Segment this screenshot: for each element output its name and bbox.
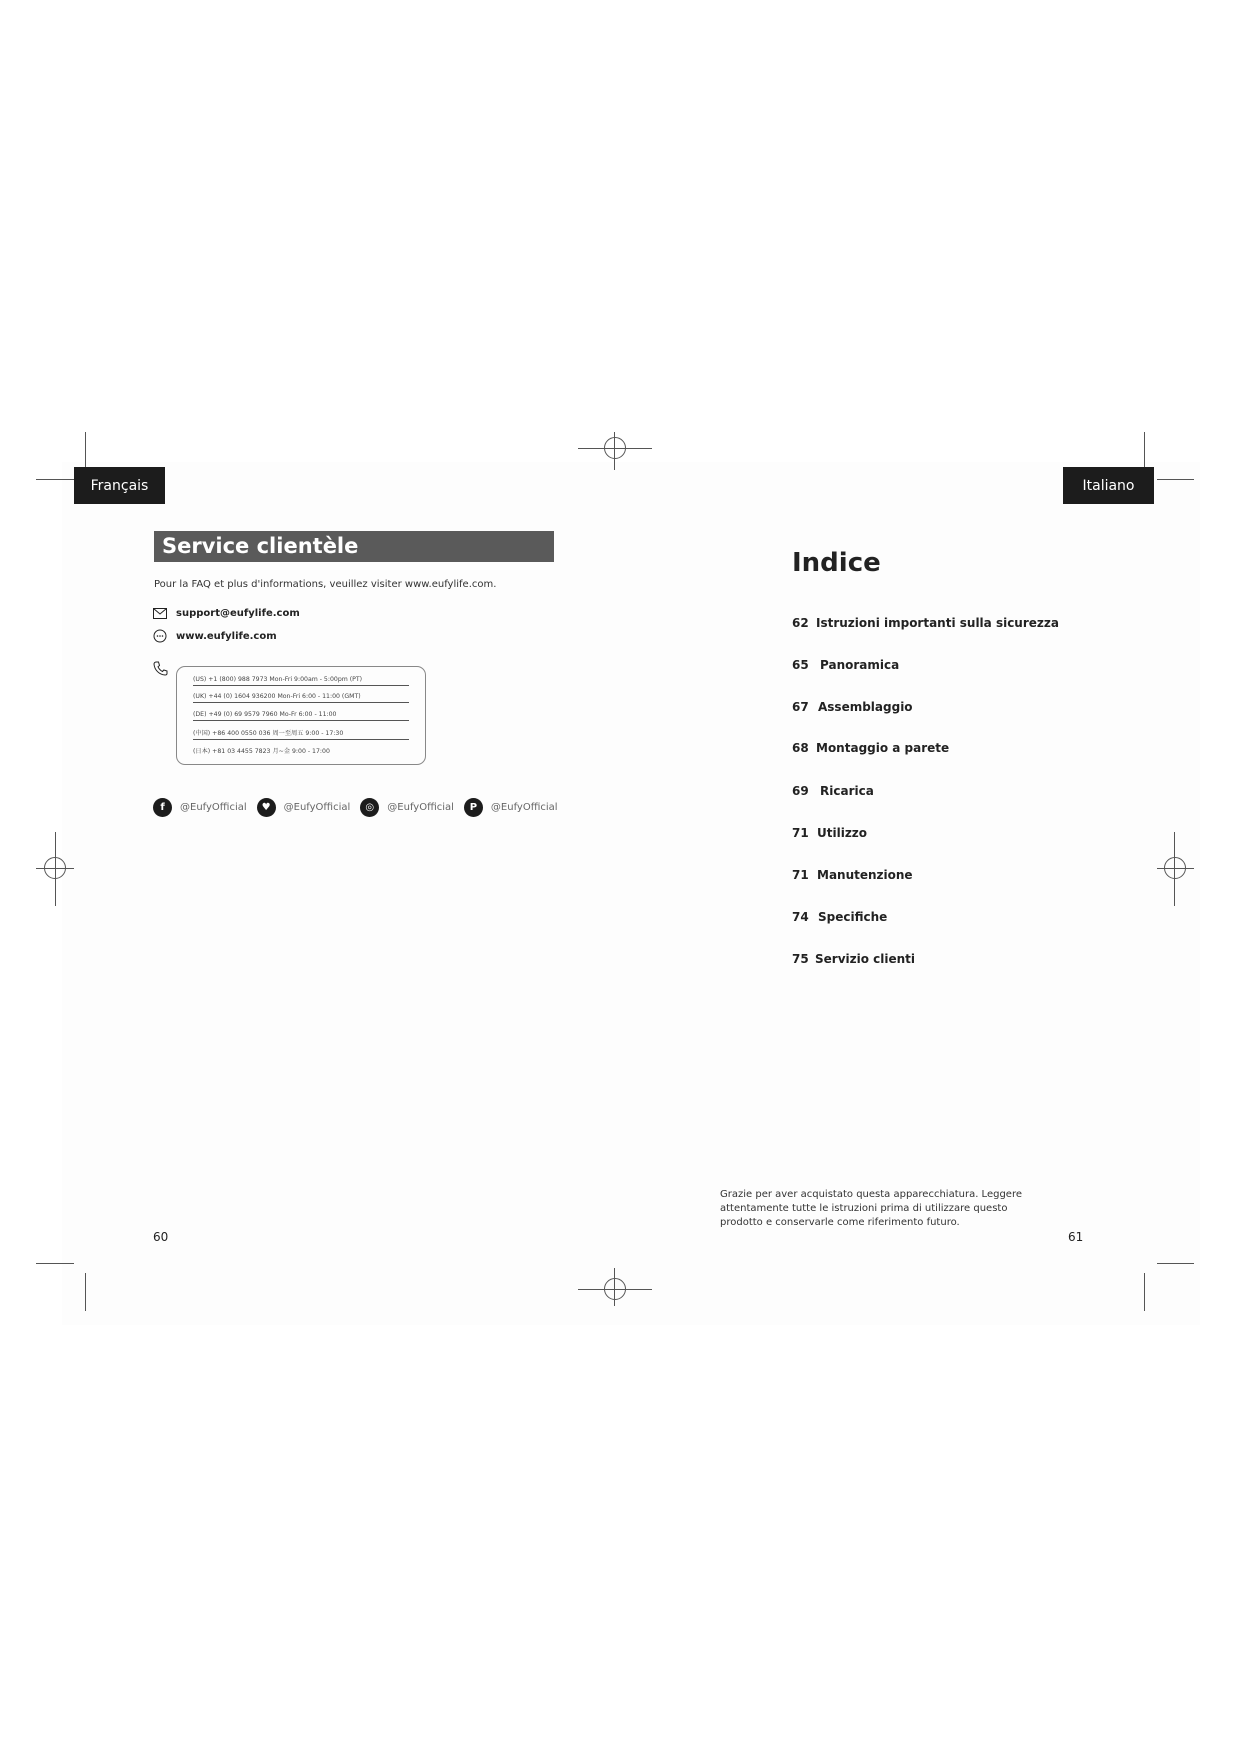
toc-page: 62 bbox=[792, 616, 809, 630]
crop-mark bbox=[36, 479, 74, 480]
toc-page: 71 bbox=[792, 868, 809, 882]
toc-label: Montaggio a parete bbox=[816, 741, 950, 755]
toc-item[interactable] bbox=[792, 741, 949, 755]
registration-circle bbox=[1164, 857, 1186, 879]
website-row bbox=[153, 629, 277, 643]
instagram-handle[interactable]: @EufyOfficial bbox=[387, 802, 454, 813]
toc-label: Utilizzo bbox=[817, 826, 868, 840]
crop-mark bbox=[85, 1273, 86, 1311]
toc-item[interactable] bbox=[792, 700, 913, 714]
toc-item[interactable] bbox=[792, 910, 887, 924]
crop-mark bbox=[1144, 1273, 1145, 1311]
language-tab-french: Français bbox=[74, 467, 165, 504]
pinterest-icon: P bbox=[464, 798, 483, 817]
toc-item[interactable] bbox=[792, 616, 1059, 630]
toc-label: Manutenzione bbox=[817, 868, 913, 882]
crop-mark bbox=[85, 432, 86, 470]
section-heading: Service clientèle bbox=[154, 531, 554, 562]
phone-line-cn: (中国) +86 400 0550 036 周一至周五 9:00 - 17:30 bbox=[193, 728, 409, 740]
toc-title: Indice bbox=[792, 548, 881, 578]
toc-item[interactable] bbox=[792, 826, 867, 840]
registration-circle bbox=[44, 857, 66, 879]
chat-icon bbox=[153, 629, 167, 643]
facebook-icon: f bbox=[153, 798, 172, 817]
registration-circle bbox=[604, 1278, 626, 1300]
phone-line-de: (DE) +49 (0) 69 9579 7960 Mo-Fr 6:00 - 11:00 bbox=[193, 711, 409, 721]
registration-circle bbox=[604, 437, 626, 459]
phone-line-us: (US) +1 (800) 988 7973 Mon-Fri 9:00am - 5:00pm (PT) bbox=[193, 676, 409, 686]
toc-item[interactable] bbox=[792, 784, 874, 798]
crop-mark bbox=[1144, 432, 1145, 470]
website-link[interactable]: www.eufylife.com bbox=[176, 630, 277, 642]
toc-page: 74 bbox=[792, 910, 809, 924]
toc-label: Assemblaggio bbox=[818, 700, 913, 714]
toc-label: Panoramica bbox=[820, 658, 900, 672]
twitter-icon: ♥ bbox=[257, 798, 276, 817]
page-number-right: 61 bbox=[1068, 1230, 1084, 1244]
toc-page: 69 bbox=[792, 784, 809, 798]
facebook-handle[interactable]: @EufyOfficial bbox=[180, 802, 247, 813]
toc-label: Servizio clienti bbox=[815, 952, 916, 966]
email-row bbox=[153, 608, 300, 619]
language-tab-italian: Italiano bbox=[1063, 467, 1154, 504]
toc-label: Istruzioni importanti sulla sicurezza bbox=[816, 616, 1059, 630]
pinterest-handle[interactable]: @EufyOfficial bbox=[490, 802, 558, 813]
toc-page: 68 bbox=[792, 741, 809, 755]
toc-label: Specifiche bbox=[818, 910, 888, 924]
email-link[interactable]: support@eufylife.com bbox=[176, 608, 300, 619]
mail-icon bbox=[153, 608, 167, 619]
toc-page: 67 bbox=[792, 700, 809, 714]
phone-line-jp: (日本) +81 03 4455 7823 月~金 9:00 - 17:00 bbox=[193, 748, 330, 755]
intro-text: Pour la FAQ et plus d'informations, veuillez visiter www.eufylife.com. bbox=[154, 579, 497, 590]
instagram-icon: ◎ bbox=[360, 798, 379, 817]
social-links bbox=[153, 798, 568, 817]
toc-item[interactable] bbox=[792, 952, 915, 966]
crop-mark bbox=[1157, 1263, 1194, 1264]
page-number-left: 60 bbox=[153, 1230, 169, 1244]
toc-page: 65 bbox=[792, 658, 809, 672]
crop-mark bbox=[36, 1263, 74, 1264]
toc-label: Ricarica bbox=[820, 784, 874, 798]
twitter-handle[interactable]: @EufyOfficial bbox=[283, 802, 351, 813]
toc-page: 71 bbox=[792, 826, 809, 840]
intro-note: Grazie per aver acquistato questa apparecchiatura. Leggere attentamente tutte le istruzioni prima di utilizzare questo prodotto e conservarle come riferimento futuro. bbox=[720, 1189, 1022, 1228]
toc-page: 75 bbox=[792, 952, 809, 966]
phone-icon bbox=[153, 661, 168, 676]
toc-item[interactable] bbox=[792, 658, 899, 672]
phone-numbers-box bbox=[176, 666, 426, 765]
toc-item[interactable] bbox=[792, 868, 913, 882]
crop-mark bbox=[1157, 479, 1194, 480]
phone-line-uk: (UK) +44 (0) 1604 936200 Mon-Fri 6:00 - 11:00 (GMT) bbox=[193, 693, 409, 703]
